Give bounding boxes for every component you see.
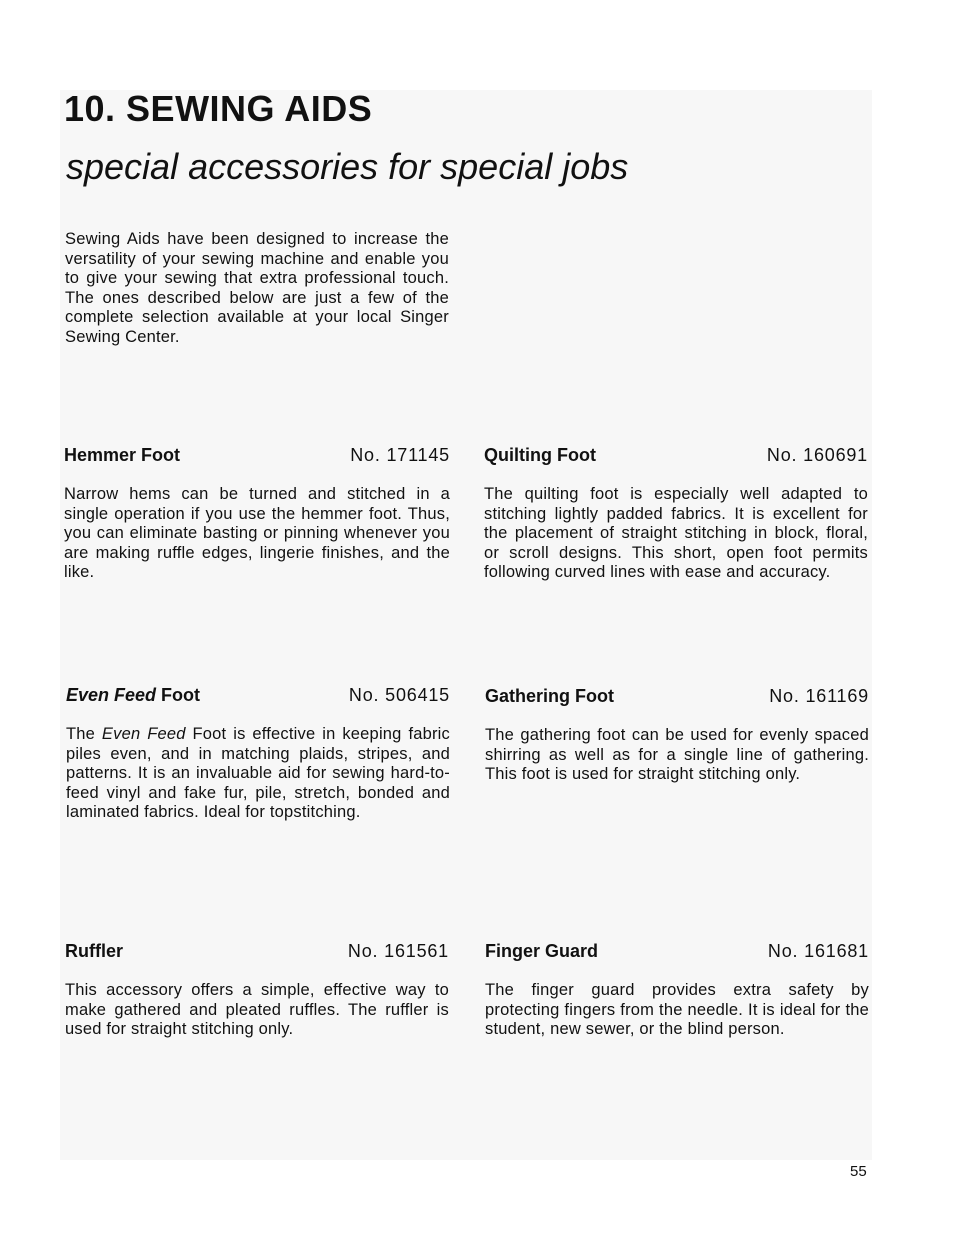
intro-paragraph: Sewing Aids have been designed to increase the versatility of your sewing machine and enable you to give your sewing that extra professional touch. The ones described below are just a few of the complete selection available at your local Singer Sewing Center.: [65, 230, 449, 346]
accessory-name: Gathering Foot: [485, 686, 614, 706]
accessory-number: No. 160691: [766, 445, 868, 465]
accessory-name: Hemmer Foot: [64, 445, 181, 465]
description-start: The: [66, 725, 102, 743]
accessory-description: This accessory offers a simple, effective way to make gathered and pleated ruffles. The ruffler is used for straight stitching only.: [65, 981, 449, 1039]
accessory-description: The gathering foot can be used for evenly spaced shirring as well as for a single line of gathering. This foot is used for straight stitching only.: [485, 726, 869, 784]
accessory-name: Quilting Foot: [484, 445, 596, 465]
accessory-finger-guard: [485, 941, 869, 1040]
accessory-description: The quilting foot is especially well adapted to stitching lightly padded fabrics. It is excellent for the placement of straight stitching in block, floral, or scroll designs. This short, open foot permits following curved lines with ease and accuracy.: [484, 485, 868, 582]
page-number: 55: [850, 1163, 867, 1180]
accessory-number: No. 506415: [348, 685, 450, 705]
accessory-description: The finger guard provides extra safety by protecting fingers from the needle. It is ideal for the student, new sewer, or the blind person.: [485, 981, 869, 1039]
accessory-hemmer-foot: [64, 445, 450, 583]
page-title: 10. SEWING AIDS: [64, 88, 373, 129]
accessory-name: Finger Guard: [485, 941, 599, 961]
accessory-number: No. 161169: [769, 686, 869, 706]
accessory-description: Narrow hems can be turned and stitched in a single operation if you use the hemmer foot. Thus, you can eliminate basting or pinning whenever you are making ruffle edges, lingerie finishes, and the like.: [64, 485, 450, 582]
accessory-name: Ruffler: [65, 941, 123, 961]
accessory-name-italic: Even Feed: [66, 685, 157, 705]
accessory-even-feed-foot: [66, 685, 450, 823]
accessory-number: No. 161681: [767, 941, 869, 961]
description-rest: Foot is effective in keeping fabric piles even, and in matching plaids, stripes, and patterns. It is an invaluable aid for sewing hard-to-feed vinyl and fake fur, pile, stretch, bonded and laminated fabrics. Ideal for topstitching.: [66, 725, 450, 822]
description-italic: Even Feed: [101, 725, 186, 743]
accessory-name-rest: Foot: [156, 685, 201, 705]
accessory-description: [66, 725, 450, 823]
accessory-gathering-foot: [485, 686, 869, 785]
accessory-ruffler: [65, 941, 449, 1040]
accessory-name: [66, 685, 200, 706]
accessory-number: No. 161561: [347, 941, 449, 961]
accessory-quilting-foot: [484, 445, 868, 583]
page-subtitle: special accessories for special jobs: [66, 146, 629, 187]
accessory-number: No. 171145: [350, 445, 450, 465]
